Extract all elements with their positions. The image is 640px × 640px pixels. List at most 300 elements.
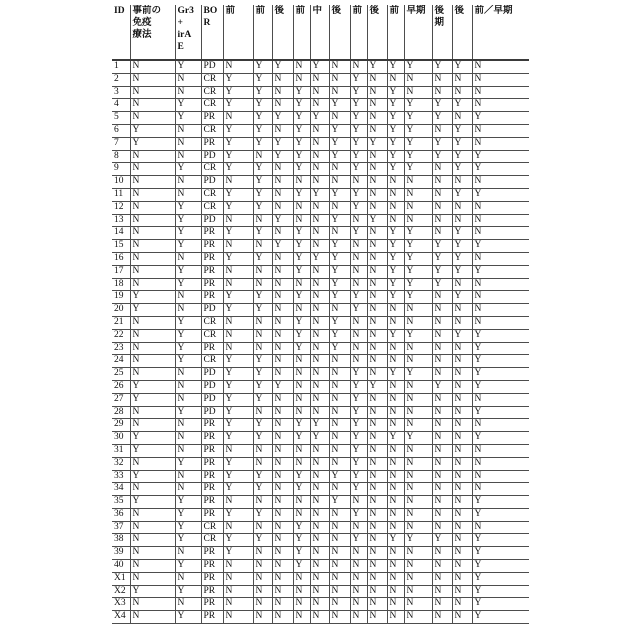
row-id-cell: X3 [112,598,130,611]
column-header: 前 [293,5,310,60]
table-cell: N [387,572,404,585]
table-row [112,483,529,496]
table-cell: Y [472,598,529,611]
table-cell: Y [272,137,293,150]
table-cell: N [253,316,272,329]
table-cell: N [350,214,367,227]
table-cell: N [432,585,452,598]
table-cell: N [404,496,432,509]
table-cell: N [130,278,175,291]
table-row [112,252,529,265]
table-cell: N [272,393,293,406]
table-cell: Y [404,112,432,125]
table-row [112,470,529,483]
table-cell: N [253,278,272,291]
table-cell: N [367,355,387,368]
table-cell: N [272,368,293,381]
table-cell: N [293,278,310,291]
table-cell: N [310,521,329,534]
table-cell: N [452,86,472,99]
table-cell: N [387,176,404,189]
table-cell: N [432,342,452,355]
table-cell: N [293,585,310,598]
table-cell: Y [175,60,201,73]
table-cell: N [387,508,404,521]
table-cell: Y [387,329,404,342]
table-cell: N [350,521,367,534]
table-row [112,560,529,573]
table-cell: N [329,598,350,611]
table-cell: Y [253,163,272,176]
row-id-cell: 3 [112,86,130,99]
table-cell: PR [201,585,223,598]
table-cell: CR [201,99,223,112]
row-id-cell: 13 [112,214,130,227]
table-cell: N [329,176,350,189]
table-cell: CR [201,124,223,137]
table-cell: N [367,393,387,406]
table-cell: N [272,406,293,419]
table-cell: Y [310,432,329,445]
table-cell: Y [130,304,175,317]
table-cell: N [310,380,329,393]
table-cell: N [293,457,310,470]
table-cell: Y [175,508,201,521]
table-cell: N [253,444,272,457]
table-cell: N [272,304,293,317]
table-cell: Y [223,188,253,201]
table-cell: N [272,355,293,368]
table-cell: N [350,240,367,253]
row-id-cell: 16 [112,252,130,265]
table-cell: N [293,368,310,381]
table-cell: N [293,60,310,73]
table-cell: PR [201,265,223,278]
table-cell: N [223,176,253,189]
table-cell: N [175,252,201,265]
table-row [112,163,529,176]
table-cell: N [387,457,404,470]
table-cell: N [452,470,472,483]
table-cell: N [472,521,529,534]
table-cell: N [130,316,175,329]
table-cell: N [452,73,472,86]
table-cell: N [329,304,350,317]
table-cell: Y [350,112,367,125]
table-cell: Y [387,112,404,125]
table-cell: Y [175,560,201,573]
table-cell: N [293,611,310,624]
table-cell: N [350,278,367,291]
table-cell: N [404,214,432,227]
table-cell: CR [201,188,223,201]
table-cell: N [310,560,329,573]
table-cell: PR [201,432,223,445]
table-cell: N [452,278,472,291]
table-cell: N [432,432,452,445]
table-cell: Y [350,406,367,419]
row-id-cell: X2 [112,585,130,598]
table-row [112,457,529,470]
table-cell: N [452,508,472,521]
table-cell: N [130,457,175,470]
table-cell: N [310,534,329,547]
table-cell: N [293,201,310,214]
table-cell: Y [387,291,404,304]
table-row [112,393,529,406]
table-cell: N [432,355,452,368]
row-id-cell: 37 [112,521,130,534]
table-cell: N [329,534,350,547]
table-cell: N [253,150,272,163]
table-cell: Y [223,201,253,214]
table-cell: N [329,112,350,125]
table-cell: Y [293,560,310,573]
table-row [112,316,529,329]
table-cell: N [310,150,329,163]
table-cell: N [387,380,404,393]
table-cell: PR [201,496,223,509]
row-id-cell: 40 [112,560,130,573]
table-cell: Y [472,560,529,573]
table-cell: Y [452,99,472,112]
table-cell: Y [387,432,404,445]
table-cell: N [130,483,175,496]
table-cell: Y [175,163,201,176]
table-cell: N [253,329,272,342]
table-cell: Y [293,86,310,99]
table-cell: N [452,547,472,560]
table-cell: N [472,252,529,265]
table-cell: Y [223,432,253,445]
table-cell: Y [253,355,272,368]
table-cell: N [387,470,404,483]
table-cell: N [329,521,350,534]
table-cell: N [452,457,472,470]
table-cell: N [367,265,387,278]
table-cell: Y [350,73,367,86]
row-id-cell: 17 [112,265,130,278]
table-cell: N [404,521,432,534]
table-cell: N [367,585,387,598]
table-cell: Y [350,188,367,201]
table-cell: Y [329,150,350,163]
table-cell: Y [404,124,432,137]
table-cell: N [293,444,310,457]
table-cell: Y [329,240,350,253]
table-cell: Y [293,432,310,445]
table-cell: N [175,419,201,432]
table-cell: Y [223,470,253,483]
table-cell: N [130,176,175,189]
table-cell: N [404,406,432,419]
table-row [112,585,529,598]
row-id-cell: 1 [112,60,130,73]
table-cell: Y [293,534,310,547]
table-cell: Y [404,278,432,291]
table-cell: Y [329,278,350,291]
table-cell: N [310,457,329,470]
table-cell: N [329,457,350,470]
table-cell: N [310,291,329,304]
table-cell: N [175,483,201,496]
table-cell: Y [472,188,529,201]
table-cell: N [310,508,329,521]
table-cell: N [223,316,253,329]
table-row [112,124,529,137]
table-cell: Y [387,278,404,291]
table-cell: Y [253,252,272,265]
table-cell: N [310,278,329,291]
table-cell: Y [253,176,272,189]
table-cell: Y [223,355,253,368]
table-cell: N [310,598,329,611]
column-header: 前 [223,5,253,60]
table-cell: N [223,265,253,278]
table-cell: Y [350,444,367,457]
table-cell: N [367,278,387,291]
table-cell: N [130,227,175,240]
table-cell: N [432,572,452,585]
table-cell: Y [293,150,310,163]
table-cell: Y [253,137,272,150]
table-row [112,304,529,317]
table-cell: N [387,419,404,432]
table-cell: Y [293,163,310,176]
table-cell: Y [350,470,367,483]
table-cell: Y [223,86,253,99]
table-cell: Y [350,419,367,432]
table-cell: N [272,342,293,355]
table-cell: N [452,521,472,534]
table-cell: Y [404,99,432,112]
table-row [112,99,529,112]
row-id-cell: 31 [112,444,130,457]
table-cell: N [293,73,310,86]
table-cell: Y [452,60,472,73]
table-cell: N [472,304,529,317]
table-row [112,291,529,304]
table-cell: Y [293,316,310,329]
row-id-cell: 14 [112,227,130,240]
table-cell: N [404,316,432,329]
table-cell: N [329,393,350,406]
table-cell: N [350,329,367,342]
table-cell: Y [329,137,350,150]
table-cell: Y [293,188,310,201]
table-cell: Y [432,99,452,112]
table-cell: Y [387,163,404,176]
table-cell: N [329,406,350,419]
table-cell: Y [293,291,310,304]
table-cell: N [329,432,350,445]
table-cell: N [452,316,472,329]
table-cell: Y [272,240,293,253]
table-cell: N [175,304,201,317]
table-cell: N [130,201,175,214]
table-cell: N [432,329,452,342]
row-id-cell: 18 [112,278,130,291]
table-cell: Y [223,368,253,381]
table-cell: N [253,547,272,560]
table-cell: N [130,547,175,560]
table-cell: Y [175,534,201,547]
table-cell: Y [130,496,175,509]
table-cell: N [387,496,404,509]
table-cell: Y [175,355,201,368]
table-cell: N [367,547,387,560]
table-cell: Y [329,470,350,483]
table-cell: Y [253,99,272,112]
table-row [112,342,529,355]
table-cell: Y [350,534,367,547]
table-cell: N [367,304,387,317]
table-cell: Y [472,406,529,419]
table-cell: CR [201,201,223,214]
table-cell: N [452,598,472,611]
table-cell: Y [404,227,432,240]
table-cell: N [223,240,253,253]
table-cell: Y [223,508,253,521]
table-cell: N [130,406,175,419]
table-cell: N [130,73,175,86]
table-cell: N [223,342,253,355]
table-cell: N [432,406,452,419]
table-cell: N [367,496,387,509]
row-id-cell: 32 [112,457,130,470]
table-row [112,214,529,227]
table-cell: PR [201,611,223,624]
table-cell: N [272,291,293,304]
table-row [112,508,529,521]
table-cell: Y [223,406,253,419]
table-cell: Y [350,508,367,521]
table-cell: Y [175,240,201,253]
table-cell: Y [432,137,452,150]
table-cell: Y [404,534,432,547]
table-cell: Y [272,150,293,163]
table-cell: N [432,457,452,470]
table-cell: N [223,521,253,534]
table-cell: Y [223,483,253,496]
table-cell: N [472,73,529,86]
table-cell: N [223,214,253,227]
table-cell: N [432,316,452,329]
table-cell: N [367,534,387,547]
table-cell: Y [223,124,253,137]
row-id-cell: 34 [112,483,130,496]
table-cell: N [367,611,387,624]
table-cell: N [432,214,452,227]
table-row [112,355,529,368]
table-cell: Y [329,316,350,329]
table-cell: N [272,611,293,624]
table-cell: Y [310,60,329,73]
table-cell: N [350,611,367,624]
table-row [112,137,529,150]
table-cell: PR [201,547,223,560]
table-cell: N [329,611,350,624]
table-cell: Y [175,316,201,329]
table-cell: Y [223,150,253,163]
table-cell: N [272,419,293,432]
table-cell: Y [253,470,272,483]
table-cell: Y [404,265,432,278]
table-cell: N [310,73,329,86]
table-cell: Y [223,380,253,393]
table-cell: N [432,188,452,201]
table-cell: N [404,393,432,406]
table-cell: Y [452,124,472,137]
table-cell: N [329,560,350,573]
table-cell: N [387,355,404,368]
table-cell: CR [201,316,223,329]
table-cell: N [329,86,350,99]
column-header: 中 [310,5,329,60]
table-cell: N [452,483,472,496]
table-cell: N [404,585,432,598]
table-cell: N [432,304,452,317]
table-cell: Y [272,380,293,393]
table-cell: N [175,547,201,560]
table-cell: N [367,508,387,521]
table-cell: N [310,316,329,329]
table-cell: Y [350,137,367,150]
table-cell: Y [293,547,310,560]
table-cell: N [404,355,432,368]
table-row [112,150,529,163]
table-cell: PR [201,470,223,483]
table-cell: Y [387,368,404,381]
table-cell: N [387,201,404,214]
table-cell: N [130,368,175,381]
table-cell: N [130,163,175,176]
table-cell: Y [293,521,310,534]
table-cell: Y [175,112,201,125]
table-cell: Y [223,252,253,265]
table-cell: N [452,368,472,381]
table-cell: Y [387,86,404,99]
table-cell: N [404,73,432,86]
table-cell: PR [201,291,223,304]
table-cell: CR [201,73,223,86]
table-cell: N [272,163,293,176]
table-cell: Y [350,304,367,317]
table-cell: N [387,585,404,598]
table-cell: Y [253,483,272,496]
table-cell: Y [452,291,472,304]
table-cell: N [130,214,175,227]
table-cell: Y [387,265,404,278]
table-cell: PR [201,560,223,573]
table-cell: Y [452,240,472,253]
column-header: 後 [452,5,472,60]
table-cell: Y [253,60,272,73]
table-cell: N [293,304,310,317]
table-cell: Y [293,99,310,112]
column-header: 後 [272,5,293,60]
table-cell: N [272,265,293,278]
row-id-cell: 30 [112,432,130,445]
table-cell: N [367,342,387,355]
table-cell: N [452,560,472,573]
table-cell: N [223,598,253,611]
table-cell: N [253,240,272,253]
table-row [112,86,529,99]
table-cell: Y [350,124,367,137]
table-cell: N [130,99,175,112]
table-cell: N [253,214,272,227]
